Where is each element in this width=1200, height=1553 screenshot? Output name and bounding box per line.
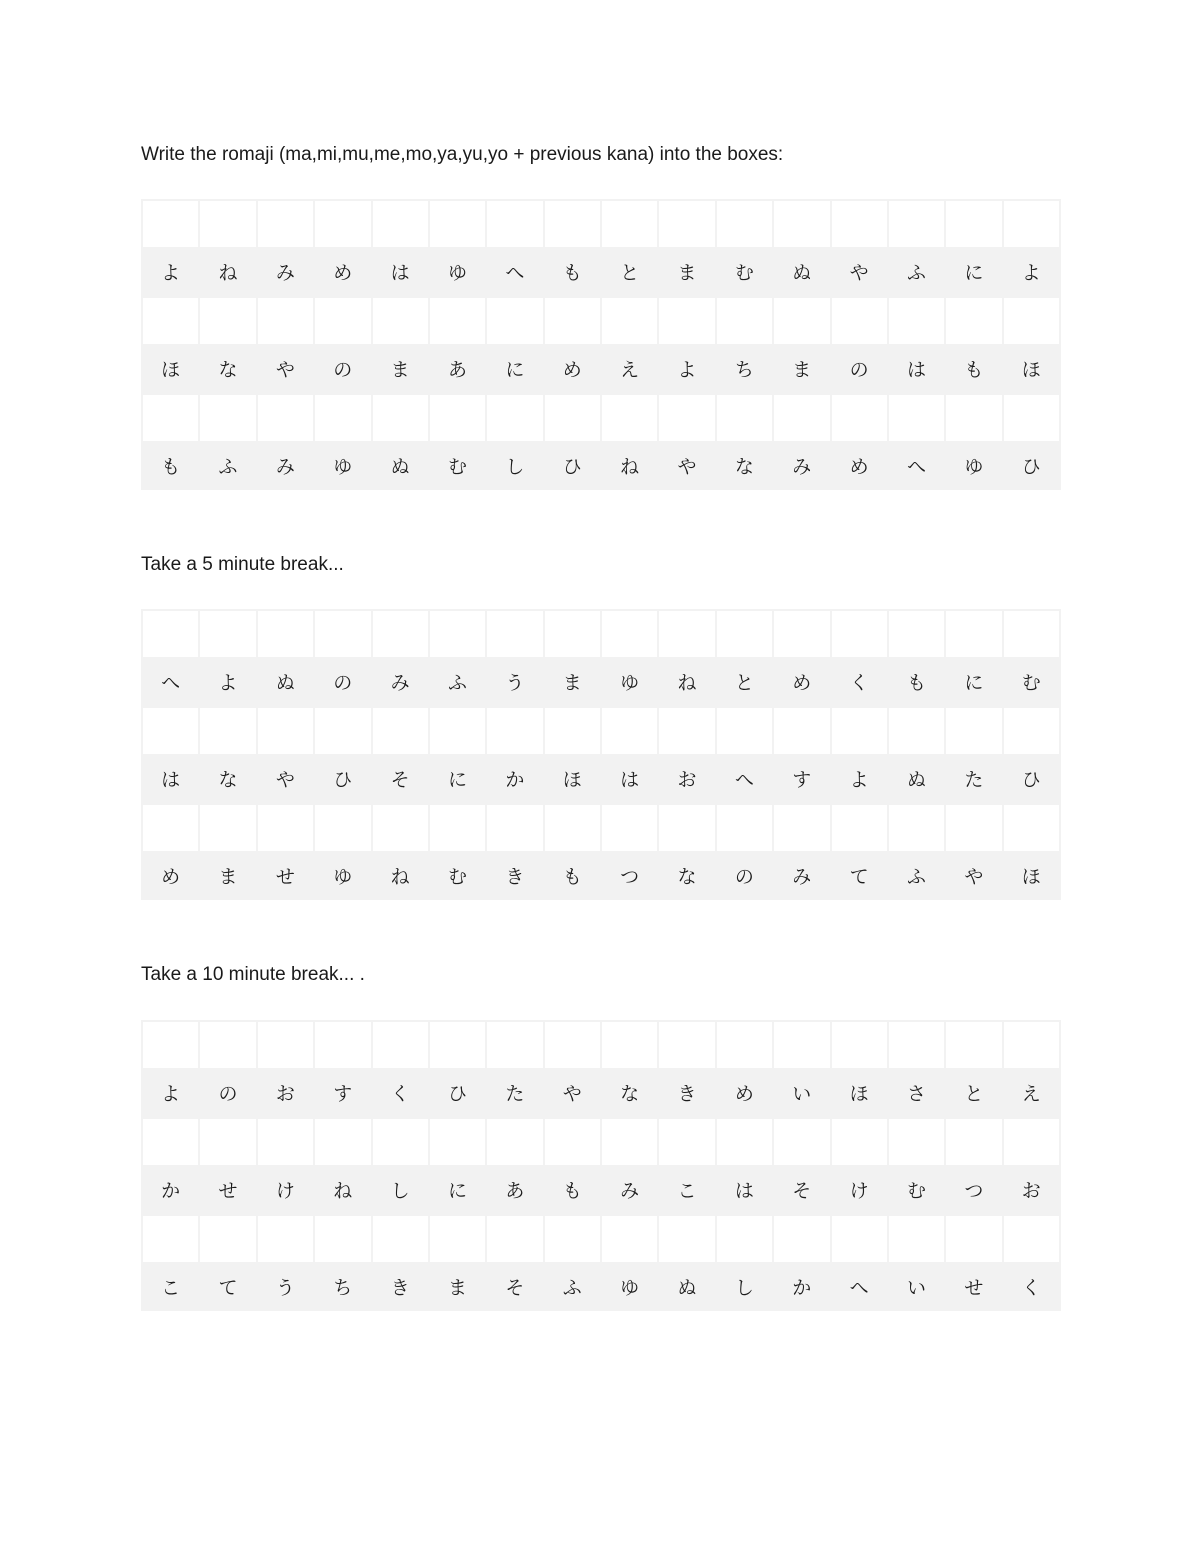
kana-cell: そ bbox=[487, 1262, 542, 1311]
answer-box[interactable] bbox=[143, 611, 198, 657]
kana-cell: ま bbox=[659, 247, 714, 296]
kana-cell: て bbox=[832, 851, 887, 900]
kana-cell: め bbox=[717, 1068, 772, 1117]
answer-box[interactable] bbox=[717, 708, 772, 754]
answer-box[interactable] bbox=[430, 1119, 485, 1165]
kana-cell: え bbox=[602, 344, 657, 393]
kana-cell: な bbox=[602, 1068, 657, 1117]
answer-box[interactable] bbox=[143, 1022, 198, 1068]
answer-box[interactable] bbox=[602, 298, 657, 344]
kana-cell: も bbox=[889, 657, 944, 706]
kana-cell: つ bbox=[602, 851, 657, 900]
answer-box[interactable] bbox=[315, 298, 370, 344]
answer-box[interactable] bbox=[602, 805, 657, 851]
kana-cell: ふ bbox=[200, 441, 255, 490]
section-3-kana-grid bbox=[141, 1020, 1061, 1311]
answer-box[interactable] bbox=[602, 395, 657, 441]
kana-cell: ま bbox=[430, 1262, 485, 1311]
kana-cell: め bbox=[545, 344, 600, 393]
kana-cell: に bbox=[487, 344, 542, 393]
kana-cell: や bbox=[258, 754, 313, 803]
kana-cell: へ bbox=[832, 1262, 887, 1311]
kana-cell: ぬ bbox=[889, 754, 944, 803]
answer-box[interactable] bbox=[315, 201, 370, 247]
kana-cell: み bbox=[774, 851, 829, 900]
kana-cell: ふ bbox=[889, 247, 944, 296]
answer-box[interactable] bbox=[545, 1119, 600, 1165]
kana-cell: ほ bbox=[143, 344, 198, 393]
section-2-instruction: Take a 5 minute break... bbox=[141, 554, 344, 575]
kana-cell: ふ bbox=[430, 657, 485, 706]
kana-cell: お bbox=[258, 1068, 313, 1117]
answer-box[interactable] bbox=[774, 1022, 829, 1068]
kana-cell: や bbox=[946, 851, 1001, 900]
answer-box[interactable] bbox=[602, 1119, 657, 1165]
answer-box[interactable] bbox=[832, 611, 887, 657]
kana-cell: と bbox=[602, 247, 657, 296]
kana-cell: お bbox=[659, 754, 714, 803]
kana-cell: ひ bbox=[545, 441, 600, 490]
answer-box[interactable] bbox=[889, 1119, 944, 1165]
kana-cell: ほ bbox=[1004, 851, 1059, 900]
kana-cell: ま bbox=[774, 344, 829, 393]
kana-cell: と bbox=[946, 1068, 1001, 1117]
kana-cell: の bbox=[315, 344, 370, 393]
kana-cell: は bbox=[143, 754, 198, 803]
kana-cell: や bbox=[545, 1068, 600, 1117]
kana-cell: ね bbox=[200, 247, 255, 296]
kana-cell: い bbox=[774, 1068, 829, 1117]
answer-box[interactable] bbox=[200, 201, 255, 247]
kana-cell: き bbox=[373, 1262, 428, 1311]
answer-box[interactable] bbox=[373, 611, 428, 657]
kana-cell: ね bbox=[602, 441, 657, 490]
answer-box[interactable] bbox=[487, 708, 542, 754]
answer-box[interactable] bbox=[545, 805, 600, 851]
answer-box[interactable] bbox=[258, 708, 313, 754]
kana-cell: と bbox=[717, 657, 772, 706]
answer-box[interactable] bbox=[430, 708, 485, 754]
kana-cell: し bbox=[373, 1165, 428, 1214]
kana-cell: め bbox=[143, 851, 198, 900]
kana-cell: も bbox=[545, 247, 600, 296]
kana-cell: ち bbox=[717, 344, 772, 393]
kana-cell: こ bbox=[143, 1262, 198, 1311]
answer-box[interactable] bbox=[373, 395, 428, 441]
answer-box[interactable] bbox=[832, 201, 887, 247]
kana-cell: の bbox=[717, 851, 772, 900]
answer-box[interactable] bbox=[258, 298, 313, 344]
answer-box[interactable] bbox=[659, 1119, 714, 1165]
kana-cell: な bbox=[200, 754, 255, 803]
answer-box[interactable] bbox=[430, 298, 485, 344]
kana-cell: ゆ bbox=[315, 851, 370, 900]
answer-box[interactable] bbox=[373, 805, 428, 851]
kana-cell: ゆ bbox=[602, 1262, 657, 1311]
answer-box[interactable] bbox=[717, 395, 772, 441]
answer-box[interactable] bbox=[143, 298, 198, 344]
answer-box[interactable] bbox=[659, 611, 714, 657]
answer-box[interactable] bbox=[602, 1216, 657, 1262]
kana-cell: へ bbox=[487, 247, 542, 296]
kana-cell: め bbox=[774, 657, 829, 706]
answer-box[interactable] bbox=[602, 201, 657, 247]
answer-box[interactable] bbox=[373, 708, 428, 754]
answer-box[interactable] bbox=[1004, 1022, 1059, 1068]
kana-cell: す bbox=[774, 754, 829, 803]
answer-box[interactable] bbox=[946, 395, 1001, 441]
kana-cell: む bbox=[1004, 657, 1059, 706]
answer-box[interactable] bbox=[200, 1022, 255, 1068]
answer-box[interactable] bbox=[200, 805, 255, 851]
kana-cell: す bbox=[315, 1068, 370, 1117]
kana-cell: ね bbox=[659, 657, 714, 706]
kana-cell: は bbox=[717, 1165, 772, 1214]
kana-cell: ま bbox=[200, 851, 255, 900]
kana-cell: ふ bbox=[545, 1262, 600, 1311]
answer-box[interactable] bbox=[143, 805, 198, 851]
kana-cell: う bbox=[258, 1262, 313, 1311]
answer-box[interactable] bbox=[487, 805, 542, 851]
kana-cell: み bbox=[258, 247, 313, 296]
kana-cell: か bbox=[774, 1262, 829, 1311]
kana-cell: み bbox=[602, 1165, 657, 1214]
answer-box[interactable] bbox=[430, 1022, 485, 1068]
kana-cell: よ bbox=[143, 247, 198, 296]
answer-box[interactable] bbox=[373, 1022, 428, 1068]
answer-box[interactable] bbox=[659, 201, 714, 247]
answer-box[interactable] bbox=[946, 1119, 1001, 1165]
answer-box[interactable] bbox=[143, 1216, 198, 1262]
answer-box[interactable] bbox=[545, 1022, 600, 1068]
answer-box[interactable] bbox=[946, 1022, 1001, 1068]
answer-box[interactable] bbox=[143, 395, 198, 441]
kana-cell: そ bbox=[373, 754, 428, 803]
answer-box[interactable] bbox=[774, 395, 829, 441]
kana-cell: ほ bbox=[545, 754, 600, 803]
answer-box[interactable] bbox=[889, 708, 944, 754]
answer-box[interactable] bbox=[946, 298, 1001, 344]
answer-box[interactable] bbox=[717, 1119, 772, 1165]
answer-box[interactable] bbox=[430, 611, 485, 657]
answer-box[interactable] bbox=[258, 611, 313, 657]
kana-cell: へ bbox=[889, 441, 944, 490]
answer-box[interactable] bbox=[946, 1216, 1001, 1262]
kana-cell: む bbox=[430, 441, 485, 490]
kana-cell: て bbox=[200, 1262, 255, 1311]
kana-cell: ひ bbox=[1004, 754, 1059, 803]
kana-cell: み bbox=[258, 441, 313, 490]
kana-cell: に bbox=[946, 247, 1001, 296]
kana-cell: や bbox=[258, 344, 313, 393]
kana-cell: あ bbox=[430, 344, 485, 393]
answer-box[interactable] bbox=[774, 1119, 829, 1165]
answer-box[interactable] bbox=[200, 395, 255, 441]
kana-cell: け bbox=[258, 1165, 313, 1214]
kana-cell: た bbox=[487, 1068, 542, 1117]
answer-box[interactable] bbox=[717, 201, 772, 247]
kana-cell: せ bbox=[258, 851, 313, 900]
kana-cell: こ bbox=[659, 1165, 714, 1214]
kana-cell: よ bbox=[832, 754, 887, 803]
kana-cell: た bbox=[946, 754, 1001, 803]
section-2-kana-grid bbox=[141, 609, 1061, 900]
answer-box[interactable] bbox=[315, 395, 370, 441]
answer-box[interactable] bbox=[659, 708, 714, 754]
answer-box[interactable] bbox=[315, 611, 370, 657]
kana-cell: ぬ bbox=[373, 441, 428, 490]
answer-box[interactable] bbox=[946, 805, 1001, 851]
kana-cell: ゆ bbox=[946, 441, 1001, 490]
answer-box[interactable] bbox=[373, 1119, 428, 1165]
answer-box[interactable] bbox=[946, 201, 1001, 247]
kana-cell: み bbox=[373, 657, 428, 706]
kana-cell: え bbox=[1004, 1068, 1059, 1117]
kana-cell: の bbox=[200, 1068, 255, 1117]
answer-box[interactable] bbox=[1004, 298, 1059, 344]
kana-cell: よ bbox=[659, 344, 714, 393]
kana-cell: も bbox=[545, 1165, 600, 1214]
answer-box[interactable] bbox=[1004, 201, 1059, 247]
answer-box[interactable] bbox=[315, 1216, 370, 1262]
answer-box[interactable] bbox=[545, 611, 600, 657]
answer-box[interactable] bbox=[1004, 1119, 1059, 1165]
answer-box[interactable] bbox=[659, 1022, 714, 1068]
kana-cell: む bbox=[430, 851, 485, 900]
answer-box[interactable] bbox=[200, 1119, 255, 1165]
kana-cell: き bbox=[487, 851, 542, 900]
answer-box[interactable] bbox=[545, 298, 600, 344]
kana-cell: か bbox=[487, 754, 542, 803]
answer-box[interactable] bbox=[487, 201, 542, 247]
kana-cell: つ bbox=[946, 1165, 1001, 1214]
kana-cell: ふ bbox=[889, 851, 944, 900]
kana-cell: へ bbox=[717, 754, 772, 803]
kana-cell: ひ bbox=[315, 754, 370, 803]
kana-cell: も bbox=[545, 851, 600, 900]
answer-box[interactable] bbox=[889, 1022, 944, 1068]
answer-box[interactable] bbox=[659, 1216, 714, 1262]
answer-box[interactable] bbox=[487, 611, 542, 657]
answer-box[interactable] bbox=[545, 395, 600, 441]
answer-box[interactable] bbox=[717, 805, 772, 851]
answer-box[interactable] bbox=[430, 1216, 485, 1262]
answer-box[interactable] bbox=[545, 1216, 600, 1262]
kana-cell: な bbox=[659, 851, 714, 900]
section-3-instruction: Take a 10 minute break... . bbox=[141, 964, 365, 985]
kana-cell: そ bbox=[774, 1165, 829, 1214]
kana-cell: や bbox=[832, 247, 887, 296]
kana-cell: ね bbox=[373, 851, 428, 900]
kana-cell: ゆ bbox=[430, 247, 485, 296]
kana-cell: ぬ bbox=[659, 1262, 714, 1311]
answer-box[interactable] bbox=[774, 611, 829, 657]
section-1-kana-grid bbox=[141, 199, 1061, 490]
answer-box[interactable] bbox=[717, 1216, 772, 1262]
kana-cell: よ bbox=[143, 1068, 198, 1117]
kana-cell: せ bbox=[200, 1165, 255, 1214]
kana-cell: な bbox=[717, 441, 772, 490]
kana-cell: よ bbox=[200, 657, 255, 706]
kana-cell: き bbox=[659, 1068, 714, 1117]
kana-cell: ひ bbox=[430, 1068, 485, 1117]
answer-box[interactable] bbox=[200, 1216, 255, 1262]
kana-cell: ま bbox=[373, 344, 428, 393]
kana-cell: は bbox=[602, 754, 657, 803]
kana-cell: は bbox=[373, 247, 428, 296]
kana-cell: ゆ bbox=[602, 657, 657, 706]
answer-box[interactable] bbox=[258, 1216, 313, 1262]
kana-cell: め bbox=[832, 441, 887, 490]
answer-box[interactable] bbox=[430, 201, 485, 247]
kana-cell: ま bbox=[545, 657, 600, 706]
answer-box[interactable] bbox=[545, 201, 600, 247]
answer-box[interactable] bbox=[373, 298, 428, 344]
answer-box[interactable] bbox=[602, 1022, 657, 1068]
kana-cell: お bbox=[1004, 1165, 1059, 1214]
answer-box[interactable] bbox=[487, 298, 542, 344]
answer-box[interactable] bbox=[832, 298, 887, 344]
answer-box[interactable] bbox=[717, 611, 772, 657]
kana-cell: ね bbox=[315, 1165, 370, 1214]
answer-box[interactable] bbox=[889, 805, 944, 851]
answer-box[interactable] bbox=[315, 1022, 370, 1068]
answer-box[interactable] bbox=[373, 201, 428, 247]
answer-box[interactable] bbox=[889, 1216, 944, 1262]
kana-cell: せ bbox=[946, 1262, 1001, 1311]
answer-box[interactable] bbox=[315, 708, 370, 754]
answer-box[interactable] bbox=[258, 1022, 313, 1068]
answer-box[interactable] bbox=[832, 1119, 887, 1165]
kana-cell: あ bbox=[487, 1165, 542, 1214]
kana-cell: ゆ bbox=[315, 441, 370, 490]
answer-box[interactable] bbox=[143, 1119, 198, 1165]
kana-cell: い bbox=[889, 1262, 944, 1311]
answer-box[interactable] bbox=[545, 708, 600, 754]
answer-box[interactable] bbox=[143, 201, 198, 247]
answer-box[interactable] bbox=[889, 298, 944, 344]
answer-box[interactable] bbox=[258, 201, 313, 247]
kana-cell: な bbox=[200, 344, 255, 393]
answer-box[interactable] bbox=[487, 1216, 542, 1262]
kana-cell: ほ bbox=[1004, 344, 1059, 393]
answer-box[interactable] bbox=[832, 708, 887, 754]
answer-box[interactable] bbox=[1004, 708, 1059, 754]
answer-box[interactable] bbox=[1004, 611, 1059, 657]
kana-cell: も bbox=[946, 344, 1001, 393]
kana-cell: は bbox=[889, 344, 944, 393]
answer-box[interactable] bbox=[832, 805, 887, 851]
answer-box[interactable] bbox=[659, 298, 714, 344]
answer-box[interactable] bbox=[1004, 1216, 1059, 1262]
answer-box[interactable] bbox=[258, 395, 313, 441]
answer-box[interactable] bbox=[200, 611, 255, 657]
answer-box[interactable] bbox=[430, 395, 485, 441]
kana-cell: ぬ bbox=[258, 657, 313, 706]
answer-box[interactable] bbox=[487, 1022, 542, 1068]
kana-cell: や bbox=[659, 441, 714, 490]
kana-cell: く bbox=[832, 657, 887, 706]
kana-cell: む bbox=[717, 247, 772, 296]
answer-box[interactable] bbox=[774, 201, 829, 247]
answer-box[interactable] bbox=[946, 611, 1001, 657]
answer-box[interactable] bbox=[832, 1216, 887, 1262]
kana-cell: む bbox=[889, 1165, 944, 1214]
kana-cell: み bbox=[774, 441, 829, 490]
kana-cell: く bbox=[373, 1068, 428, 1117]
answer-box[interactable] bbox=[602, 708, 657, 754]
kana-cell: の bbox=[832, 344, 887, 393]
answer-box[interactable] bbox=[659, 395, 714, 441]
answer-box[interactable] bbox=[200, 298, 255, 344]
answer-box[interactable] bbox=[889, 395, 944, 441]
answer-box[interactable] bbox=[487, 395, 542, 441]
kana-cell: に bbox=[430, 1165, 485, 1214]
answer-box[interactable] bbox=[889, 611, 944, 657]
answer-box[interactable] bbox=[832, 395, 887, 441]
kana-cell: か bbox=[143, 1165, 198, 1214]
answer-box[interactable] bbox=[143, 708, 198, 754]
answer-box[interactable] bbox=[717, 298, 772, 344]
kana-cell: に bbox=[430, 754, 485, 803]
answer-box[interactable] bbox=[774, 805, 829, 851]
answer-box[interactable] bbox=[774, 298, 829, 344]
kana-cell: ぬ bbox=[774, 247, 829, 296]
kana-cell: く bbox=[1004, 1262, 1059, 1311]
answer-box[interactable] bbox=[832, 1022, 887, 1068]
answer-box[interactable] bbox=[315, 805, 370, 851]
kana-cell: め bbox=[315, 247, 370, 296]
kana-cell: へ bbox=[143, 657, 198, 706]
answer-box[interactable] bbox=[602, 611, 657, 657]
answer-box[interactable] bbox=[946, 708, 1001, 754]
kana-cell: ち bbox=[315, 1262, 370, 1311]
answer-box[interactable] bbox=[200, 708, 255, 754]
answer-box[interactable] bbox=[659, 805, 714, 851]
kana-cell: ほ bbox=[832, 1068, 887, 1117]
answer-box[interactable] bbox=[430, 805, 485, 851]
answer-box[interactable] bbox=[774, 708, 829, 754]
kana-cell: も bbox=[143, 441, 198, 490]
answer-box[interactable] bbox=[889, 201, 944, 247]
kana-cell: の bbox=[315, 657, 370, 706]
answer-box[interactable] bbox=[1004, 395, 1059, 441]
answer-box[interactable] bbox=[487, 1119, 542, 1165]
answer-box[interactable] bbox=[258, 805, 313, 851]
kana-cell: に bbox=[946, 657, 1001, 706]
answer-box[interactable] bbox=[1004, 805, 1059, 851]
kana-cell: よ bbox=[1004, 247, 1059, 296]
answer-box[interactable] bbox=[373, 1216, 428, 1262]
answer-box[interactable] bbox=[774, 1216, 829, 1262]
kana-cell: し bbox=[487, 441, 542, 490]
kana-cell: け bbox=[832, 1165, 887, 1214]
kana-cell: う bbox=[487, 657, 542, 706]
kana-cell: さ bbox=[889, 1068, 944, 1117]
answer-box[interactable] bbox=[717, 1022, 772, 1068]
section-1-instruction: Write the romaji (ma,mi,mu,me,mo,ya,yu,yo + previous kana) into the boxes: bbox=[141, 144, 784, 165]
kana-cell: し bbox=[717, 1262, 772, 1311]
answer-box[interactable] bbox=[315, 1119, 370, 1165]
kana-cell: ひ bbox=[1004, 441, 1059, 490]
answer-box[interactable] bbox=[258, 1119, 313, 1165]
